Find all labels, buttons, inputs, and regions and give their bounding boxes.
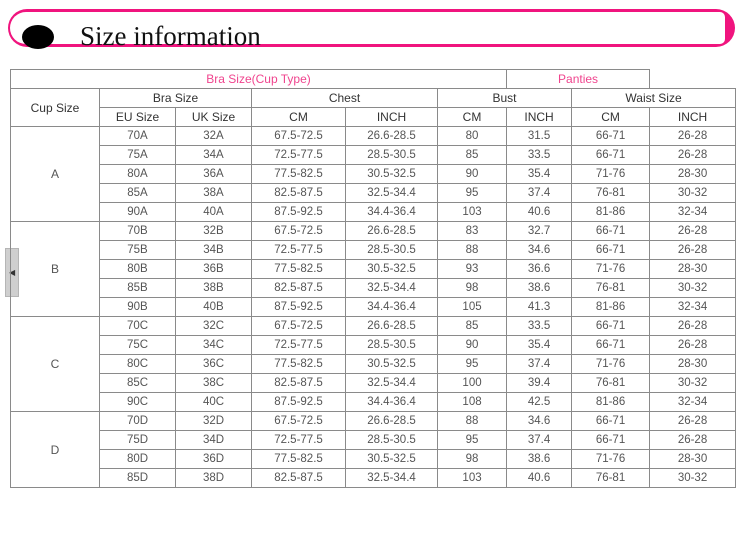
- bust-cm-cell: 103: [438, 203, 507, 222]
- chest-inch-cell: 26.6-28.5: [346, 222, 438, 241]
- uk-size-cell: 34C: [176, 336, 252, 355]
- chest-inch-cell: 34.4-36.4: [346, 298, 438, 317]
- eu-size-cell: 75C: [100, 336, 176, 355]
- bust-cm-cell: 83: [438, 222, 507, 241]
- table-row: [11, 393, 736, 412]
- bust-inch-cell: 40.6: [507, 203, 572, 222]
- bust-cm-cell: 85: [438, 146, 507, 165]
- uk-size-cell: 34A: [176, 146, 252, 165]
- chest-cm-cell: 77.5-82.5: [252, 355, 346, 374]
- eu-size-cell: 85B: [100, 279, 176, 298]
- header-row-1: [11, 70, 736, 89]
- waist-cm-cell: 76-81: [572, 279, 650, 298]
- eu-size-cell: 75A: [100, 146, 176, 165]
- bra-size-header: Bra Size: [100, 89, 252, 108]
- bust-cm-cell: 93: [438, 260, 507, 279]
- header-row-2: [11, 89, 736, 108]
- chest-inch-cell: 30.5-32.5: [346, 355, 438, 374]
- chest-inch-cell: 30.5-32.5: [346, 165, 438, 184]
- eu-size-cell: 70C: [100, 317, 176, 336]
- table-row: [11, 469, 736, 488]
- bust-inch-cell: 37.4: [507, 184, 572, 203]
- waist-inch-cell: 26-28: [650, 222, 736, 241]
- bust-inch-header: INCH: [507, 108, 572, 127]
- waist-inch-cell: 28-30: [650, 355, 736, 374]
- chest-cm-cell: 82.5-87.5: [252, 469, 346, 488]
- table-row: [11, 450, 736, 469]
- bullet-dot-icon: [22, 25, 54, 49]
- waist-inch-cell: 26-28: [650, 317, 736, 336]
- table-row: [11, 279, 736, 298]
- uk-size-cell: 32D: [176, 412, 252, 431]
- bust-cm-cell: 100: [438, 374, 507, 393]
- waist-cm-cell: 71-76: [572, 260, 650, 279]
- eu-size-cell: 80C: [100, 355, 176, 374]
- bust-inch-cell: 33.5: [507, 146, 572, 165]
- waist-cm-cell: 71-76: [572, 165, 650, 184]
- chest-inch-cell: 34.4-36.4: [346, 393, 438, 412]
- chest-cm-cell: 77.5-82.5: [252, 260, 346, 279]
- chest-cm-cell: 67.5-72.5: [252, 127, 346, 146]
- waist-inch-cell: 28-30: [650, 260, 736, 279]
- uk-size-cell: 38C: [176, 374, 252, 393]
- uk-size-cell: 32C: [176, 317, 252, 336]
- waist-inch-cell: 28-30: [650, 165, 736, 184]
- waist-cm-cell: 66-71: [572, 317, 650, 336]
- bust-cm-cell: 90: [438, 165, 507, 184]
- chest-header: Chest: [252, 89, 438, 108]
- chest-inch-cell: 28.5-30.5: [346, 336, 438, 355]
- chest-inch-cell: 32.5-34.4: [346, 374, 438, 393]
- bust-cm-cell: 95: [438, 431, 507, 450]
- uk-size-cell: 38A: [176, 184, 252, 203]
- bust-cm-cell: 90: [438, 336, 507, 355]
- chest-cm-cell: 87.5-92.5: [252, 203, 346, 222]
- chest-inch-cell: 32.5-34.4: [346, 469, 438, 488]
- bust-cm-cell: 108: [438, 393, 507, 412]
- chest-cm-cell: 87.5-92.5: [252, 298, 346, 317]
- waist-cm-cell: 76-81: [572, 469, 650, 488]
- uk-size-cell: 40B: [176, 298, 252, 317]
- bust-inch-cell: 34.6: [507, 241, 572, 260]
- cup-size-header: Cup Size: [11, 89, 100, 127]
- waist-inch-cell: 26-28: [650, 241, 736, 260]
- chest-inch-cell: 28.5-30.5: [346, 241, 438, 260]
- bust-inch-cell: 40.6: [507, 469, 572, 488]
- bust-inch-cell: 38.6: [507, 450, 572, 469]
- table-row: [11, 146, 736, 165]
- bust-cm-cell: 85: [438, 317, 507, 336]
- chest-cm-cell: 67.5-72.5: [252, 222, 346, 241]
- bust-inch-cell: 37.4: [507, 431, 572, 450]
- chest-cm-cell: 82.5-87.5: [252, 184, 346, 203]
- page-title: Size information: [80, 21, 261, 51]
- waist-inch-cell: 26-28: [650, 146, 736, 165]
- eu-size-cell: 90C: [100, 393, 176, 412]
- eu-size-cell: 80A: [100, 165, 176, 184]
- chest-cm-cell: 82.5-87.5: [252, 279, 346, 298]
- chest-cm-cell: 87.5-92.5: [252, 393, 346, 412]
- chest-inch-cell: 26.6-28.5: [346, 127, 438, 146]
- table-row: [11, 412, 736, 431]
- uk-size-cell: 34B: [176, 241, 252, 260]
- eu-size-header: EU Size: [100, 108, 176, 127]
- bust-inch-cell: 31.5: [507, 127, 572, 146]
- bust-inch-cell: 35.4: [507, 165, 572, 184]
- cup-size-cell: A: [11, 127, 100, 222]
- eu-size-cell: 85A: [100, 184, 176, 203]
- waist-inch-cell: 30-32: [650, 184, 736, 203]
- bust-cm-cell: 95: [438, 184, 507, 203]
- chest-cm-cell: 72.5-77.5: [252, 146, 346, 165]
- eu-size-cell: 90B: [100, 298, 176, 317]
- uk-size-cell: 40A: [176, 203, 252, 222]
- waist-cm-cell: 66-71: [572, 146, 650, 165]
- bust-cm-cell: 98: [438, 279, 507, 298]
- bust-cm-cell: 88: [438, 412, 507, 431]
- waist-cm-cell: 81-86: [572, 203, 650, 222]
- waist-cm-cell: 66-71: [572, 431, 650, 450]
- table-row: [11, 184, 736, 203]
- bust-inch-cell: 33.5: [507, 317, 572, 336]
- chest-inch-cell: 30.5-32.5: [346, 260, 438, 279]
- bust-inch-cell: 35.4: [507, 336, 572, 355]
- cup-size-cell: B: [11, 222, 100, 317]
- waist-inch-cell: 26-28: [650, 431, 736, 450]
- uk-size-cell: 34D: [176, 431, 252, 450]
- waist-inch-cell: 30-32: [650, 374, 736, 393]
- uk-size-cell: 38D: [176, 469, 252, 488]
- size-table: [10, 69, 736, 488]
- eu-size-cell: 90A: [100, 203, 176, 222]
- bust-inch-cell: 42.5: [507, 393, 572, 412]
- chest-inch-header: INCH: [346, 108, 438, 127]
- bust-cm-cell: 80: [438, 127, 507, 146]
- waist-inch-cell: 30-32: [650, 279, 736, 298]
- waist-cm-cell: 76-81: [572, 374, 650, 393]
- left-arrow-icon: ◀: [9, 268, 16, 277]
- eu-size-cell: 75D: [100, 431, 176, 450]
- table-row: [11, 298, 736, 317]
- waist-inch-cell: 26-28: [650, 336, 736, 355]
- cup-size-cell: C: [11, 317, 100, 412]
- table-row: [11, 241, 736, 260]
- eu-size-cell: 70B: [100, 222, 176, 241]
- chest-inch-cell: 32.5-34.4: [346, 184, 438, 203]
- bust-inch-cell: 38.6: [507, 279, 572, 298]
- chest-inch-cell: 34.4-36.4: [346, 203, 438, 222]
- waist-cm-cell: 81-86: [572, 298, 650, 317]
- waist-cm-cell: 66-71: [572, 412, 650, 431]
- chest-cm-cell: 82.5-87.5: [252, 374, 346, 393]
- eu-size-cell: 80B: [100, 260, 176, 279]
- waist-cm-cell: 66-71: [572, 241, 650, 260]
- table-row: [11, 165, 736, 184]
- bust-inch-cell: 34.6: [507, 412, 572, 431]
- bust-cm-header: CM: [438, 108, 507, 127]
- waist-cm-cell: 76-81: [572, 184, 650, 203]
- bust-inch-cell: 41.3: [507, 298, 572, 317]
- table-row: [11, 374, 736, 393]
- bust-header: Bust: [438, 89, 572, 108]
- table-row: [11, 431, 736, 450]
- title-banner: [8, 9, 735, 51]
- waist-inch-cell: 26-28: [650, 412, 736, 431]
- chest-cm-cell: 67.5-72.5: [252, 317, 346, 336]
- bust-inch-cell: 39.4: [507, 374, 572, 393]
- uk-size-cell: 36D: [176, 450, 252, 469]
- bra-size-cup-type-header: Bra Size(Cup Type): [11, 70, 507, 89]
- uk-size-cell: 36A: [176, 165, 252, 184]
- chest-cm-header: CM: [252, 108, 346, 127]
- eu-size-cell: 70A: [100, 127, 176, 146]
- bust-inch-cell: 32.7: [507, 222, 572, 241]
- uk-size-header: UK Size: [176, 108, 252, 127]
- waist-cm-cell: 66-71: [572, 127, 650, 146]
- waist-inch-cell: 30-32: [650, 469, 736, 488]
- table-row: [11, 336, 736, 355]
- bust-cm-cell: 95: [438, 355, 507, 374]
- bust-cm-cell: 103: [438, 469, 507, 488]
- waist-cm-cell: 66-71: [572, 336, 650, 355]
- chest-cm-cell: 72.5-77.5: [252, 336, 346, 355]
- chest-cm-cell: 77.5-82.5: [252, 450, 346, 469]
- uk-size-cell: 32A: [176, 127, 252, 146]
- chest-inch-cell: 32.5-34.4: [346, 279, 438, 298]
- waist-inch-cell: 32-34: [650, 298, 736, 317]
- table-row: [11, 260, 736, 279]
- eu-size-cell: 85C: [100, 374, 176, 393]
- header-row-3: [11, 108, 736, 127]
- uk-size-cell: 36B: [176, 260, 252, 279]
- bust-inch-cell: 37.4: [507, 355, 572, 374]
- waist-cm-cell: 71-76: [572, 450, 650, 469]
- cup-size-cell: D: [11, 412, 100, 488]
- waist-inch-cell: 28-30: [650, 450, 736, 469]
- bust-inch-cell: 36.6: [507, 260, 572, 279]
- table-row: [11, 222, 736, 241]
- waist-inch-cell: 26-28: [650, 127, 736, 146]
- uk-size-cell: 40C: [176, 393, 252, 412]
- waist-inch-cell: 32-34: [650, 393, 736, 412]
- bust-cm-cell: 105: [438, 298, 507, 317]
- table-row: [11, 127, 736, 146]
- eu-size-cell: 75B: [100, 241, 176, 260]
- waist-inch-cell: 32-34: [650, 203, 736, 222]
- chest-cm-cell: 67.5-72.5: [252, 412, 346, 431]
- chest-cm-cell: 77.5-82.5: [252, 165, 346, 184]
- waist-cm-header: CM: [572, 108, 650, 127]
- uk-size-cell: 38B: [176, 279, 252, 298]
- bust-cm-cell: 88: [438, 241, 507, 260]
- eu-size-cell: 80D: [100, 450, 176, 469]
- chest-inch-cell: 28.5-30.5: [346, 146, 438, 165]
- waist-cm-cell: 66-71: [572, 222, 650, 241]
- chest-inch-cell: 26.6-28.5: [346, 317, 438, 336]
- uk-size-cell: 32B: [176, 222, 252, 241]
- chest-cm-cell: 72.5-77.5: [252, 241, 346, 260]
- chest-inch-cell: 28.5-30.5: [346, 431, 438, 450]
- table-row: [11, 317, 736, 336]
- chest-cm-cell: 72.5-77.5: [252, 431, 346, 450]
- waist-cm-cell: 81-86: [572, 393, 650, 412]
- bust-cm-cell: 98: [438, 450, 507, 469]
- panties-header: Panties: [507, 70, 650, 89]
- waist-inch-header: INCH: [650, 108, 736, 127]
- waist-size-header: Waist Size: [572, 89, 736, 108]
- chest-inch-cell: 26.6-28.5: [346, 412, 438, 431]
- waist-cm-cell: 71-76: [572, 355, 650, 374]
- table-row: [11, 355, 736, 374]
- eu-size-cell: 85D: [100, 469, 176, 488]
- chest-inch-cell: 30.5-32.5: [346, 450, 438, 469]
- table-row: [11, 203, 736, 222]
- uk-size-cell: 36C: [176, 355, 252, 374]
- eu-size-cell: 70D: [100, 412, 176, 431]
